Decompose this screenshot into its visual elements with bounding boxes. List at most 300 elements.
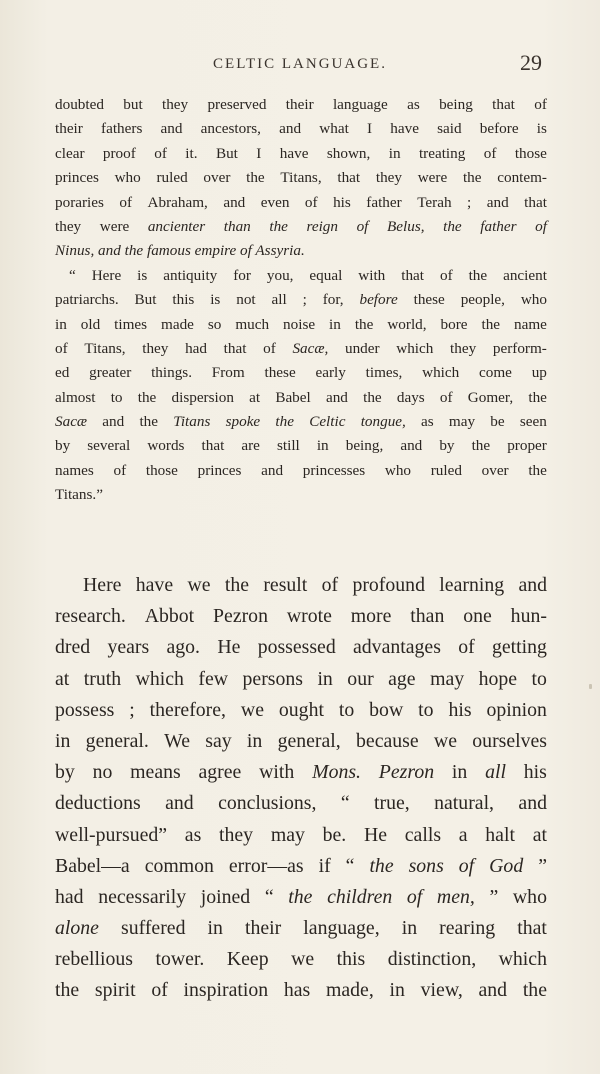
text: noise <box>283 315 316 333</box>
text: have <box>135 574 174 596</box>
text: over <box>481 461 509 479</box>
text: and <box>478 979 508 1002</box>
text: the <box>528 461 547 479</box>
text: of <box>151 979 168 1002</box>
text: ancient <box>503 266 547 284</box>
text: were <box>417 169 448 187</box>
text: Titans, <box>84 339 126 357</box>
text: and <box>261 461 284 479</box>
text: shown, <box>326 144 371 162</box>
text: come <box>479 364 512 382</box>
text: ; <box>302 291 307 309</box>
text-line <box>55 975 547 1006</box>
text: times <box>114 315 148 333</box>
text: and <box>518 792 547 815</box>
text: “ <box>264 885 274 908</box>
italic-text: of <box>458 854 475 877</box>
text: in <box>317 667 333 690</box>
text: as <box>184 823 202 846</box>
body-paragraph <box>55 570 547 1007</box>
text-line <box>55 944 547 975</box>
text: He <box>217 636 241 659</box>
text: Babel <box>275 388 311 406</box>
text: if <box>318 854 331 877</box>
text: the <box>55 979 80 1002</box>
text: this <box>336 948 366 971</box>
text: poraries <box>55 193 104 211</box>
text: being <box>439 96 473 113</box>
text-line <box>55 570 547 601</box>
text: the <box>354 315 374 333</box>
text-line <box>55 93 547 117</box>
text: before <box>479 120 519 138</box>
text: at <box>249 388 261 406</box>
text: their <box>55 120 83 138</box>
text: by <box>439 437 455 455</box>
text: From <box>211 364 245 382</box>
italic-text: Sacæ, <box>292 339 329 357</box>
text: they <box>450 339 477 357</box>
text: princes <box>197 461 242 479</box>
italic-text: ancienter <box>147 217 206 235</box>
text: with <box>259 761 295 784</box>
text-line <box>55 788 547 819</box>
text-line <box>55 483 547 507</box>
text: of <box>439 266 453 284</box>
text: they <box>161 96 189 113</box>
text: for, <box>322 291 344 309</box>
text: getting <box>491 636 547 659</box>
italic-text: tongue, <box>360 413 406 431</box>
text: in <box>451 761 468 784</box>
text: fathers <box>101 120 143 138</box>
text: you, <box>266 266 294 284</box>
text: had <box>185 339 207 357</box>
text: names <box>55 461 94 479</box>
text: true, <box>374 792 410 815</box>
text: we <box>240 698 264 721</box>
text-line <box>55 820 547 851</box>
italic-text: the <box>443 217 462 235</box>
italic-text: of <box>356 217 369 235</box>
text: equal <box>309 266 343 284</box>
text: and <box>223 193 246 211</box>
text: of <box>113 461 127 479</box>
text: as <box>421 413 434 431</box>
text: the <box>468 266 488 284</box>
text: But <box>215 144 238 162</box>
text: this <box>172 291 195 309</box>
text: Abraham, <box>147 193 208 211</box>
text: bow <box>369 698 404 721</box>
text: years <box>107 636 150 659</box>
text: which <box>396 339 434 357</box>
text: patriarchs. <box>55 291 119 309</box>
text: words <box>147 437 185 455</box>
text: said <box>437 120 462 138</box>
text: is <box>210 291 221 309</box>
text: early <box>315 364 346 382</box>
text: general, <box>277 729 341 752</box>
text: dred <box>55 636 91 659</box>
text: is <box>137 266 148 284</box>
text-line <box>55 117 547 141</box>
text: ruled <box>156 169 188 187</box>
text: the <box>522 979 547 1002</box>
text: over <box>203 169 231 187</box>
text: have <box>279 144 309 162</box>
text: ; <box>467 193 472 211</box>
text: those <box>145 461 178 479</box>
text: under <box>344 339 380 357</box>
text: that <box>201 437 225 455</box>
text: learning <box>439 574 505 596</box>
text: in <box>316 437 329 455</box>
italic-text: spoke <box>225 413 261 431</box>
text: in <box>55 315 67 333</box>
text: ” <box>489 885 499 908</box>
text: and <box>400 437 423 455</box>
italic-text: God <box>489 854 524 877</box>
text: what <box>319 120 349 138</box>
text-line <box>55 361 547 385</box>
italic-text: men, <box>436 885 475 908</box>
text: almost <box>55 388 96 406</box>
text: in <box>389 979 405 1002</box>
text: ourselves <box>472 729 547 752</box>
text: proof <box>102 144 136 162</box>
text: tower. <box>155 948 205 971</box>
text: general. <box>85 729 149 752</box>
text-line <box>55 410 547 434</box>
text: has <box>283 979 311 1002</box>
text: doubted <box>55 96 104 113</box>
paper-speck <box>589 684 592 689</box>
text: but <box>123 96 143 113</box>
text: the <box>139 413 158 431</box>
text: and <box>325 388 348 406</box>
italic-text: reign <box>306 217 338 235</box>
text: “ <box>340 792 350 815</box>
text: a <box>458 823 468 846</box>
text: ancestors, <box>200 120 261 138</box>
text: error—as <box>228 854 304 877</box>
text: of <box>483 144 497 162</box>
text-line <box>55 386 547 410</box>
text: the <box>224 574 250 596</box>
text: in <box>329 315 341 333</box>
text: which <box>422 364 460 382</box>
text-line <box>55 337 547 361</box>
italic-text: Ninus, and the famous empire of Assyria. <box>55 242 305 260</box>
text: language, <box>303 917 380 940</box>
text-line <box>55 459 547 483</box>
text: with <box>358 266 386 284</box>
text: by <box>55 761 75 784</box>
text: more <box>350 605 392 628</box>
text-line <box>55 313 547 337</box>
text-line <box>55 166 547 190</box>
text: one <box>463 605 492 628</box>
text: suffered <box>121 917 186 940</box>
text: perform- <box>492 339 547 357</box>
text: they <box>375 169 402 187</box>
text: the <box>481 315 501 333</box>
text: in <box>388 144 401 162</box>
text: princesses <box>302 461 366 479</box>
text: they <box>219 823 254 846</box>
text: Babel—a <box>55 854 130 877</box>
text: even <box>260 193 290 211</box>
text: may <box>430 667 465 690</box>
text: treating <box>418 144 466 162</box>
text: the <box>528 388 547 406</box>
text: proper <box>507 437 547 455</box>
text: distinction, <box>387 948 477 971</box>
text: times, <box>365 364 403 382</box>
text: hope <box>478 667 518 690</box>
text: hun- <box>510 605 547 628</box>
text: that <box>223 339 247 357</box>
italic-text: Celtic <box>309 413 346 431</box>
text: be <box>490 413 505 431</box>
text-line <box>55 264 547 288</box>
text: that <box>517 917 547 940</box>
text-line <box>55 851 547 882</box>
text-line <box>55 695 547 726</box>
text: ought <box>278 698 324 721</box>
running-head <box>56 50 544 80</box>
italic-text: Pezron <box>378 761 435 784</box>
italic-text: Mons. <box>312 761 361 784</box>
text: dispersion <box>171 388 234 406</box>
text: Abbot <box>144 605 195 628</box>
italic-text: Sacæ <box>55 413 88 431</box>
text: in <box>246 729 263 752</box>
text-line <box>55 142 547 166</box>
text-line <box>55 913 547 944</box>
text: ; <box>129 698 135 721</box>
text-line <box>55 632 547 663</box>
text: these <box>264 364 296 382</box>
text: which <box>498 948 547 971</box>
text: result <box>263 574 308 596</box>
text: of <box>439 388 453 406</box>
text: joined <box>200 885 251 908</box>
text: truth <box>83 667 122 690</box>
text: are <box>241 437 260 455</box>
text: inspiration <box>183 979 269 1002</box>
italic-text: sons <box>408 854 444 877</box>
page-number: 29 <box>520 50 542 75</box>
text-line <box>55 288 547 312</box>
text: calls <box>404 823 442 846</box>
text: and <box>486 193 509 211</box>
text: that <box>337 169 361 187</box>
text: so <box>207 315 222 333</box>
text-line <box>55 191 547 215</box>
text: preserved <box>207 96 267 113</box>
italic-text: children <box>327 885 393 908</box>
text: these <box>413 291 445 309</box>
text: the <box>471 437 491 455</box>
quoted-passage <box>55 93 547 508</box>
text: natural, <box>434 792 495 815</box>
text: not <box>236 291 256 309</box>
text: view, <box>420 979 463 1002</box>
text: wrote <box>286 605 332 628</box>
text: of <box>458 636 475 659</box>
text: up <box>531 364 547 382</box>
text: possessed <box>257 636 336 659</box>
text: common <box>144 854 214 877</box>
italic-text: the <box>275 413 294 431</box>
text: his <box>523 761 547 784</box>
text: people, <box>460 291 505 309</box>
text: of <box>55 339 68 357</box>
italic-text: of <box>406 885 423 908</box>
text: agree <box>198 761 242 784</box>
text: in <box>55 729 71 752</box>
text: than <box>410 605 445 628</box>
text: is <box>536 120 547 138</box>
text: advantages <box>353 636 441 659</box>
italic-text: of <box>535 217 547 235</box>
text: that <box>524 193 547 211</box>
text: I <box>367 120 373 138</box>
text: who <box>512 885 547 908</box>
text: which <box>135 667 184 690</box>
text: by <box>55 437 71 455</box>
text: ” <box>538 854 547 877</box>
text: our <box>347 667 374 690</box>
italic-text: father <box>480 217 517 235</box>
text: we <box>291 948 315 971</box>
italic-text: than <box>223 217 251 235</box>
text: Here <box>83 574 122 596</box>
text: few <box>198 667 229 690</box>
text-line <box>55 726 547 757</box>
text: they <box>142 339 169 357</box>
text: it. <box>185 144 198 162</box>
text: be. <box>322 823 347 846</box>
text: name <box>514 315 547 333</box>
text: Terah <box>417 193 452 211</box>
text: deductions <box>55 792 141 815</box>
text: to <box>531 667 547 690</box>
text: in <box>207 917 223 940</box>
text: all <box>271 291 287 309</box>
text: who <box>384 461 412 479</box>
text: the <box>246 169 265 187</box>
text: the <box>363 388 382 406</box>
text: father <box>366 193 402 211</box>
text: greater <box>89 364 132 382</box>
text: old <box>80 315 101 333</box>
italic-text: the <box>288 885 313 908</box>
text: his <box>448 698 472 721</box>
text: seen <box>519 413 547 431</box>
text: I <box>256 144 262 162</box>
running-title: CELTIC LANGUAGE. <box>213 56 387 72</box>
text-line <box>55 757 547 788</box>
text: we <box>433 729 457 752</box>
text: the <box>137 388 157 406</box>
text: were <box>99 217 130 235</box>
text: no <box>92 761 113 784</box>
text: contem- <box>497 169 547 187</box>
italic-text: the <box>269 217 288 235</box>
text: of <box>304 193 318 211</box>
text: for <box>233 266 251 284</box>
italic-text: before <box>359 291 398 309</box>
text-line <box>55 882 547 913</box>
text: We <box>164 729 190 752</box>
text: “ <box>345 854 355 877</box>
text: means <box>130 761 181 784</box>
text: Here <box>91 266 122 284</box>
text: ago. <box>166 636 201 659</box>
text: research. <box>55 605 126 628</box>
text: being, <box>345 437 384 455</box>
text: to <box>338 698 355 721</box>
italic-text: alone <box>55 917 99 940</box>
text: of <box>534 96 547 113</box>
text: we <box>187 574 211 596</box>
text: bore <box>440 315 468 333</box>
text: and <box>279 120 302 138</box>
text: their <box>244 917 282 940</box>
text: persons <box>242 667 303 690</box>
text: his <box>333 193 351 211</box>
text: who <box>114 169 141 187</box>
text-line <box>55 434 547 458</box>
text: of <box>154 144 167 162</box>
text: ruled <box>430 461 462 479</box>
text: necessarily <box>98 885 187 908</box>
text: those <box>514 144 547 162</box>
text: rebellious <box>55 948 134 971</box>
italic-text: all <box>485 761 506 784</box>
text: at <box>532 823 547 846</box>
text: world, <box>387 315 427 333</box>
text: Pezron <box>213 605 268 628</box>
text: ed <box>55 364 70 382</box>
text: therefore, <box>149 698 226 721</box>
text: Gomer, <box>467 388 514 406</box>
text: at <box>55 667 70 690</box>
text: of <box>321 574 339 596</box>
text: But <box>134 291 157 309</box>
text: spirit <box>94 979 136 1002</box>
text-line <box>55 601 547 632</box>
text: and <box>160 120 183 138</box>
text: antiquity <box>163 266 218 284</box>
text: made <box>161 315 194 333</box>
text: of <box>119 193 133 211</box>
text-line <box>55 215 547 239</box>
text: the <box>462 169 482 187</box>
text: He <box>363 823 388 846</box>
text: much <box>235 315 270 333</box>
text: they <box>55 217 82 235</box>
text: clear <box>55 144 85 162</box>
text: things. <box>151 364 192 382</box>
text: because <box>356 729 419 752</box>
text: opinion <box>486 698 547 721</box>
text: Keep <box>226 948 269 971</box>
text: several <box>87 437 131 455</box>
